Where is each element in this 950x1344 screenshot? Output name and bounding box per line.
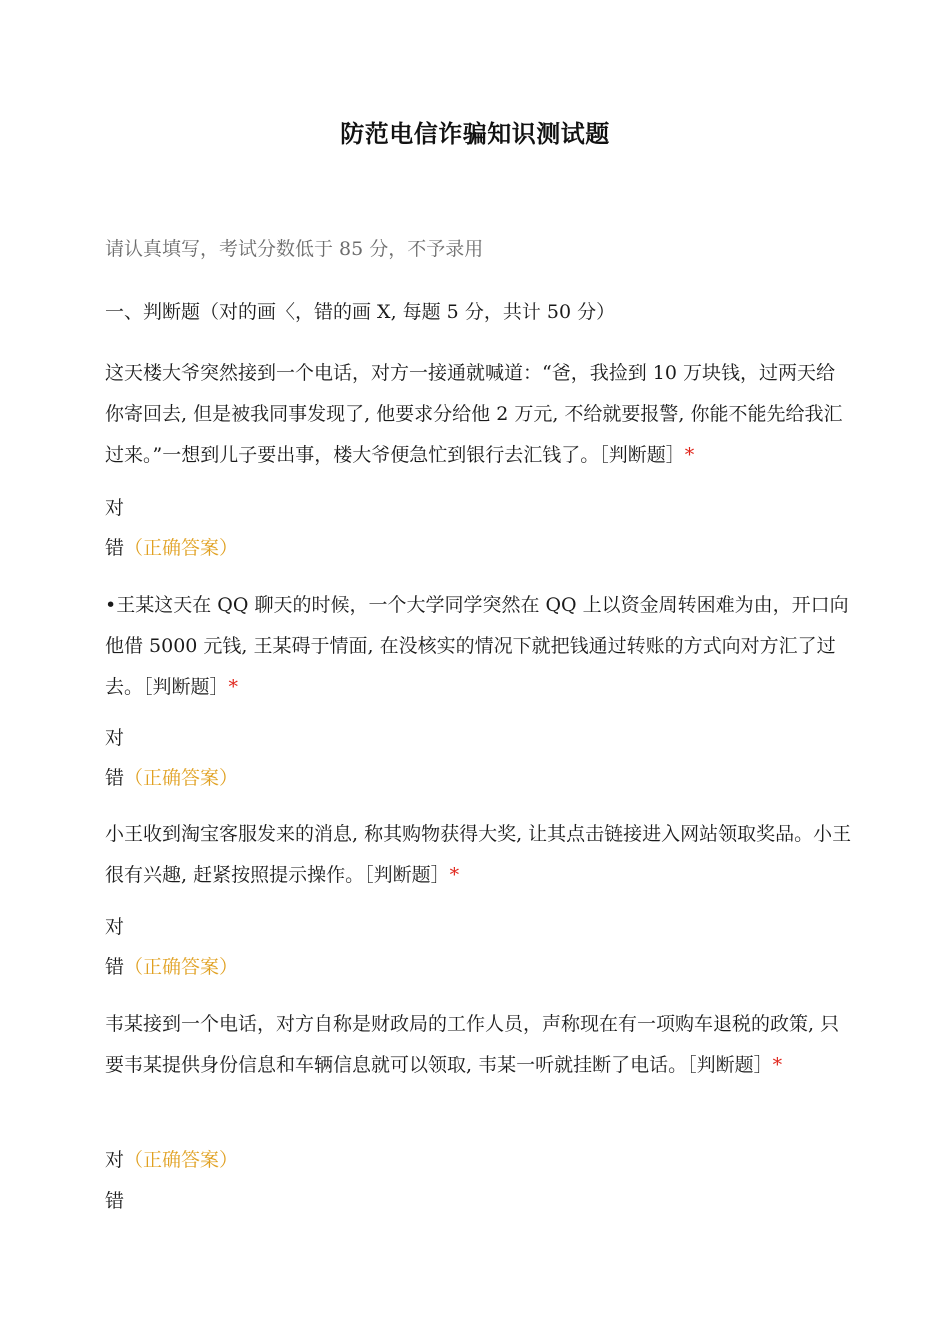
question-type-tag: ［判断题］ [687, 1054, 773, 1076]
correct-answer-label: （正确答案） [124, 767, 239, 789]
question-text: 这天楼大爷突然接到一个电话，对方一接通就喊道：“爸，我捡到 10 万块钱，过两天给你寄回去, 但是被我同事发现了, 他要求分给他 2 万元, 不给就要报警, 你能不能先给我汇过来。”一想到儿子要出事，楼大爷便急忙到银行去汇钱了。 [105, 362, 843, 466]
question-text: •王某这天在 QQ 聊天的时候，一个大学同学突然在 QQ 上以资金周转困难为由，开口向他借 5000 元钱, 王某碍于情面, 在没核实的情况下就把钱通过转账的方式向对方汇了过去。 [105, 594, 849, 698]
option-true[interactable]: 对（正确答案） [105, 1149, 239, 1171]
section-header: 一、判断题（对的画〈，错的画 X, 每题 5 分，共计 50 分） [105, 301, 616, 323]
correct-answer-label: （正确答案） [124, 1149, 239, 1171]
option-false[interactable]: 错（正确答案） [105, 537, 239, 559]
required-mark: * [449, 864, 460, 886]
question-1 [105, 353, 850, 476]
required-mark: * [684, 444, 695, 466]
required-mark: * [772, 1054, 783, 1076]
required-mark: * [228, 676, 239, 698]
question-type-tag: ［判断题］ [364, 864, 450, 886]
option-true[interactable]: 对 [105, 727, 125, 749]
document-title: 防范电信诈骗知识测试题 [340, 120, 610, 148]
question-4 [105, 1004, 850, 1086]
option-false[interactable]: 错（正确答案） [105, 956, 239, 978]
correct-answer-label: （正确答案） [124, 537, 239, 559]
question-type-tag: ［判断题］ [599, 444, 685, 466]
question-2 [105, 585, 850, 708]
option-false[interactable]: 错（正确答案） [105, 767, 239, 789]
question-text: 小王收到淘宝客服发来的消息, 称其购物获得大奖, 让其点击链接进入网站领取奖品。小王很有兴趣, 赶紧按照提示操作。 [105, 823, 852, 886]
correct-answer-label: （正确答案） [124, 956, 239, 978]
question-3 [105, 814, 865, 896]
option-true[interactable]: 对 [105, 497, 125, 519]
question-type-tag: ［判断题］ [143, 676, 229, 698]
option-false[interactable]: 错 [105, 1190, 125, 1212]
option-true[interactable]: 对 [105, 916, 125, 938]
question-text: 韦某接到一个电话，对方自称是财政局的工作人员，声称现在有一项购车退税的政策, 只要韦某提供身份信息和车辆信息就可以领取, 韦某一听就挂断了电话。 [105, 1013, 840, 1076]
instruction-text: 请认真填写，考试分数低于 85 分，不予录用 [105, 238, 484, 260]
